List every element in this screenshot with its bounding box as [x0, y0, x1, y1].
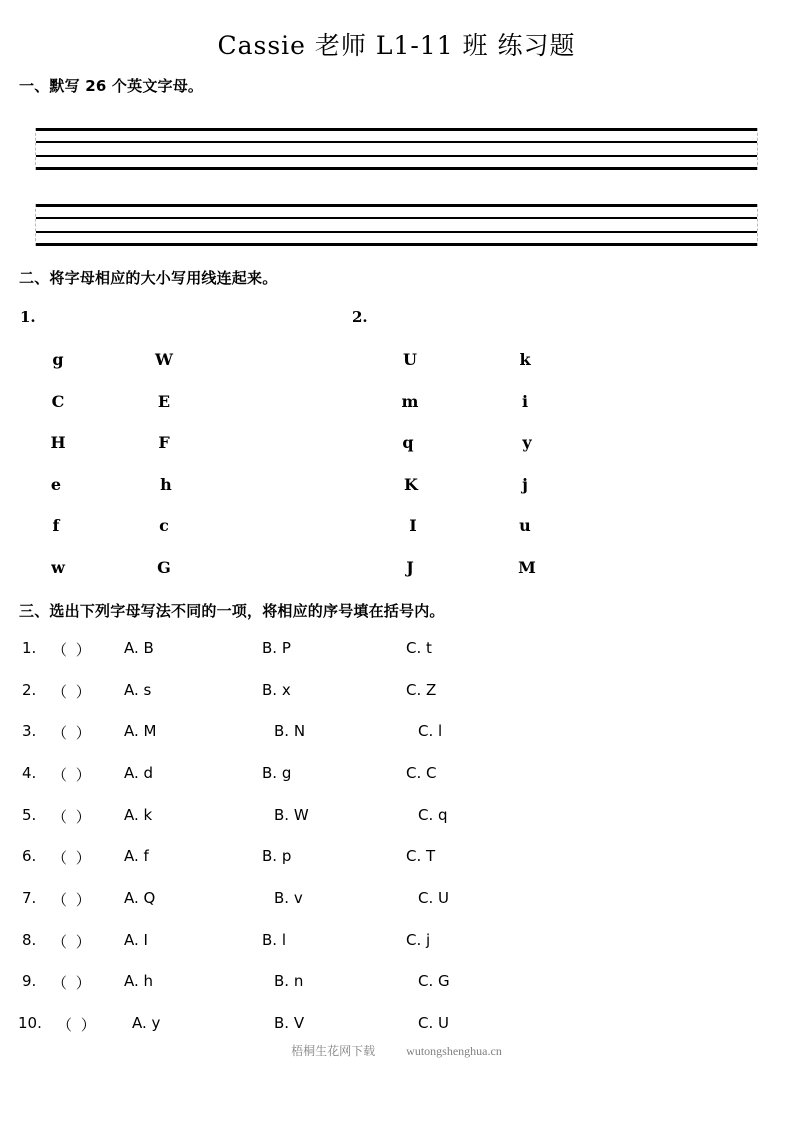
mc-answer-blank[interactable]: （ ）: [52, 766, 93, 784]
mc-option-a[interactable]: A. h: [124, 972, 154, 990]
section-heading-2: 二、将字母相应的大小写用线连起来。: [19, 269, 278, 287]
mc-option-b[interactable]: B. V: [274, 1014, 305, 1032]
match-letter[interactable]: J: [406, 558, 414, 577]
mc-index: 5.: [22, 806, 37, 824]
mc-option-c[interactable]: C. q: [418, 806, 448, 824]
mc-option-a[interactable]: A. y: [132, 1014, 161, 1032]
match-letter[interactable]: q: [402, 433, 414, 452]
mc-option-c[interactable]: C. U: [418, 1014, 449, 1032]
match-group-2-number: 2.: [352, 308, 368, 326]
mc-answer-blank[interactable]: （ ）: [52, 683, 93, 701]
stave-line: [36, 155, 757, 157]
mc-answer-blank[interactable]: （ ）: [52, 933, 93, 951]
mc-index: 4.: [22, 764, 37, 782]
section-heading-3: 三、选出下列字母写法不同的一项，将相应的序号填在括号内。: [19, 602, 445, 620]
mc-option-a[interactable]: A. M: [124, 722, 157, 740]
mc-option-c[interactable]: C. G: [418, 972, 450, 990]
match-letter[interactable]: i: [521, 392, 529, 411]
mc-answer-blank[interactable]: （ ）: [52, 974, 93, 992]
match-letter[interactable]: I: [409, 516, 417, 535]
match-letter[interactable]: u: [519, 516, 531, 535]
match-letter[interactable]: K: [404, 475, 418, 494]
mc-option-b[interactable]: B. l: [262, 931, 286, 949]
match-letter[interactable]: h: [160, 475, 172, 494]
match-letter[interactable]: w: [51, 558, 65, 577]
stave-line: [36, 141, 757, 143]
stave-line: [36, 204, 757, 207]
match-letter[interactable]: c: [159, 516, 169, 535]
mc-answer-blank[interactable]: （ ）: [52, 849, 93, 867]
match-letter[interactable]: j: [522, 475, 528, 494]
mc-row: [0, 1014, 793, 1044]
mc-option-b[interactable]: B. N: [274, 722, 306, 740]
mc-option-a[interactable]: A. k: [124, 806, 153, 824]
mc-option-b[interactable]: B. p: [262, 847, 292, 865]
mc-row: [0, 847, 793, 877]
writing-stave-1[interactable]: [35, 128, 758, 170]
match-letter[interactable]: k: [519, 350, 531, 369]
mc-option-b[interactable]: B. W: [274, 806, 309, 824]
writing-stave-2[interactable]: [35, 204, 758, 246]
mc-option-a[interactable]: A. Q: [124, 889, 156, 907]
mc-answer-blank[interactable]: （ ）: [52, 641, 93, 659]
match-letter[interactable]: H: [50, 433, 66, 452]
stave-line: [36, 243, 757, 246]
mc-row: [0, 681, 793, 711]
match-letter[interactable]: F: [158, 433, 170, 452]
mc-answer-blank[interactable]: （ ）: [57, 1016, 98, 1034]
mc-index: 3.: [22, 722, 37, 740]
section-heading-1: 一、默写 26 个英文字母。: [19, 77, 204, 95]
mc-option-b[interactable]: B. n: [274, 972, 304, 990]
mc-row: [0, 764, 793, 794]
mc-row: [0, 931, 793, 961]
mc-row: [0, 889, 793, 919]
match-letter[interactable]: C: [51, 392, 65, 411]
mc-option-a[interactable]: A. s: [124, 681, 152, 699]
mc-index: 6.: [22, 847, 37, 865]
stave-line: [36, 167, 757, 170]
mc-index: 9.: [22, 972, 37, 990]
footer-watermark: [0, 1042, 793, 1059]
match-letter[interactable]: e: [50, 475, 62, 494]
mc-option-a[interactable]: A. d: [124, 764, 154, 782]
stave-line: [36, 128, 757, 131]
match-letter[interactable]: W: [155, 350, 173, 369]
mc-index: 1.: [22, 639, 37, 657]
stave-line: [36, 231, 757, 233]
mc-option-c[interactable]: C. U: [418, 889, 449, 907]
mc-row: [0, 722, 793, 752]
mc-option-c[interactable]: C. Z: [406, 681, 437, 699]
mc-option-b[interactable]: B. P: [262, 639, 291, 657]
watermark-site-url: wutongshenghua.cn: [406, 1044, 502, 1058]
match-letter[interactable]: G: [157, 558, 171, 577]
mc-index: 7.: [22, 889, 37, 907]
mc-row: [0, 806, 793, 836]
mc-index: 10.: [18, 1014, 42, 1032]
watermark-site-name-cn: 梧桐生花网下载: [291, 1044, 376, 1058]
mc-option-b[interactable]: B. g: [262, 764, 292, 782]
stave-line: [36, 217, 757, 219]
match-letter[interactable]: E: [157, 392, 171, 411]
mc-option-c[interactable]: C. t: [406, 639, 432, 657]
mc-row: [0, 639, 793, 669]
mc-option-c[interactable]: C. j: [406, 931, 431, 949]
match-letter[interactable]: M: [518, 558, 536, 577]
mc-row: [0, 972, 793, 1002]
match-letter[interactable]: m: [401, 392, 419, 411]
mc-option-b[interactable]: B. v: [274, 889, 303, 907]
page-title: Cassie 老师 L1-11 班 练习题: [217, 31, 576, 60]
mc-answer-blank[interactable]: （ ）: [52, 724, 93, 742]
mc-answer-blank[interactable]: （ ）: [52, 808, 93, 826]
match-letter[interactable]: g: [52, 350, 64, 369]
mc-answer-blank[interactable]: （ ）: [52, 891, 93, 909]
mc-option-a[interactable]: A. B: [124, 639, 154, 657]
mc-option-a[interactable]: A. f: [124, 847, 149, 865]
mc-option-b[interactable]: B. x: [262, 681, 291, 699]
match-group-1-number: 1.: [20, 308, 36, 326]
mc-option-c[interactable]: C. T: [406, 847, 436, 865]
match-letter[interactable]: f: [52, 516, 60, 535]
match-letter[interactable]: U: [403, 350, 417, 369]
mc-option-a[interactable]: A. I: [124, 931, 148, 949]
mc-option-c[interactable]: C. C: [406, 764, 437, 782]
mc-option-c[interactable]: C. l: [418, 722, 443, 740]
mc-index: 8.: [22, 931, 37, 949]
mc-index: 2.: [22, 681, 37, 699]
match-letter[interactable]: y: [522, 433, 532, 452]
